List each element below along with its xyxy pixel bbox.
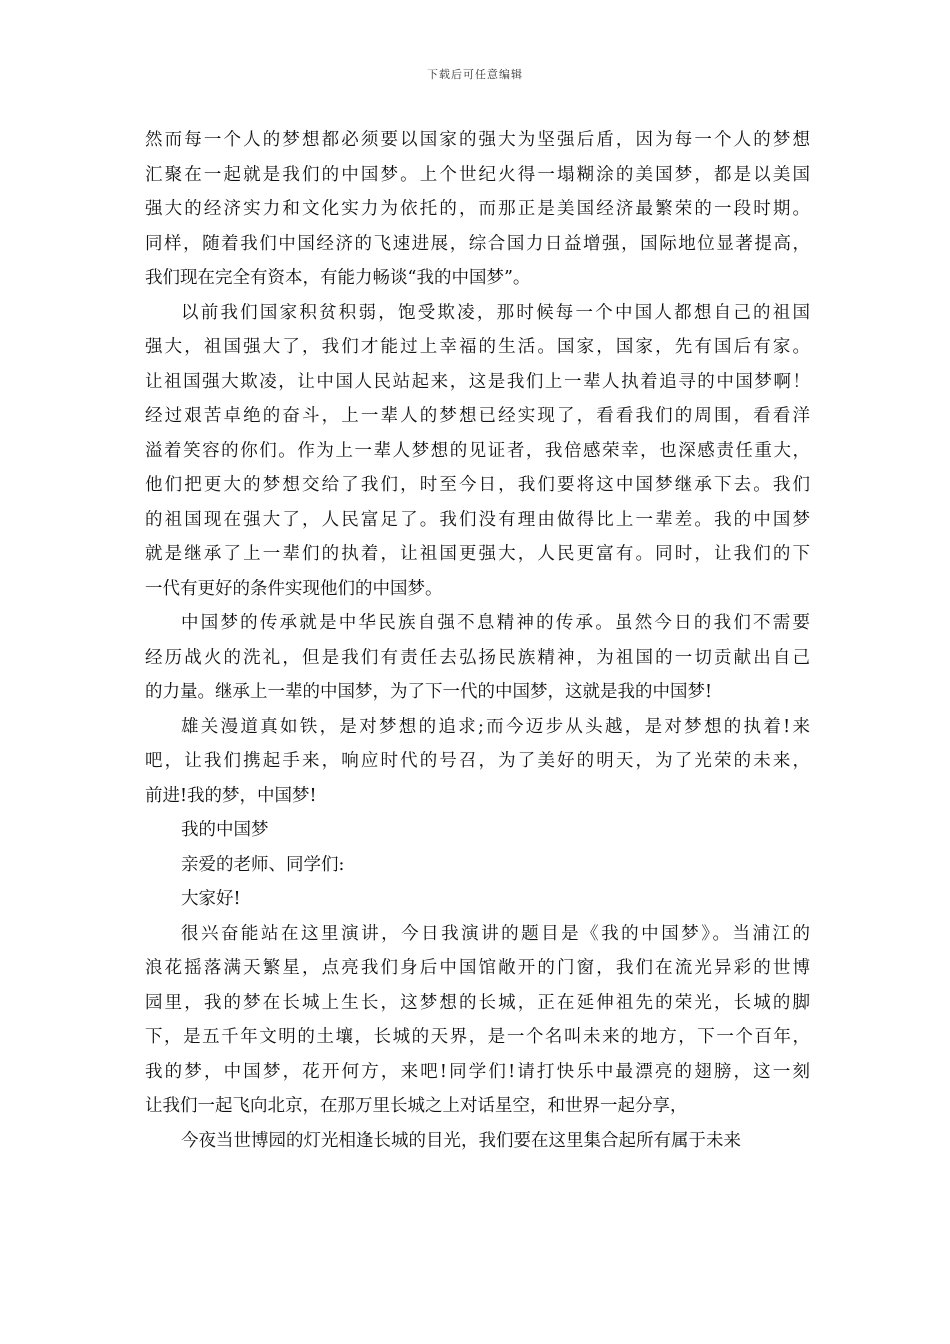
paragraph	[145, 882, 810, 917]
text-line: 浪花摇落满天繁星，点亮我们身后中国馆敞开的门窗，我们在流光异彩的世博	[145, 958, 810, 978]
paragraph	[145, 710, 810, 814]
text-line: 的祖国现在强大了，人民富足了。我们没有理由做得比上一辈差。我的中国梦	[145, 509, 810, 530]
text-line: 强大的经济实力和文化实力为依托的，而那正是美国经济最繁荣的一段时期。	[145, 199, 810, 219]
text-line: 的力量。继承上一辈的中国梦，为了下一代的中国梦，这就是我的中国梦!	[145, 682, 713, 702]
text-line: 我们现在完全有资本，有能力畅谈“我的中国梦”。	[145, 268, 531, 288]
text-line: 溢着笑容的你们。作为上一辈人梦想的见证者，我倍感荣幸，也深感责任重大，	[145, 440, 810, 461]
text-line: 中国梦的传承就是中华民族自强不息精神的传承。虽然今日的我们不需要	[181, 613, 810, 633]
text-line: 然而每一个人的梦想都必须要以国家的强大为坚强后盾，因为每一个人的梦想	[145, 130, 810, 150]
text-line: 很兴奋能站在这里演讲，今日我演讲的题目是《我的中国梦》。当浦江的	[181, 923, 810, 944]
page-header: 下载后可任意编辑	[427, 68, 523, 81]
text-line: 亲爱的老师、同学们:	[181, 854, 345, 875]
paragraph	[145, 606, 810, 710]
document-body	[145, 123, 810, 1158]
text-line: 园里，我的梦在长城上生长，这梦想的长城，正在延伸祖先的荣光，长城的脚	[145, 992, 810, 1013]
text-line: 今夜当世博园的灯光相逢长城的目光，我们要在这里集合起所有属于未来	[181, 1130, 741, 1151]
text-line: 前进!我的梦，中国梦!	[145, 785, 317, 806]
text-line: 雄关漫道真如铁，是对梦想的追求;而今迈步从头越，是对梦想的执着!来	[181, 716, 810, 737]
text-line: 大家好!	[181, 889, 241, 909]
text-line: 我的梦，中国梦，花开何方，来吧!同学们!请打快乐中最漂亮的翅膀，这一刻	[145, 1061, 810, 1082]
paragraph	[145, 1124, 810, 1159]
text-line: 经过艰苦卓绝的奋斗，上一辈人的梦想已经实现了，看看我们的周围，看看洋	[145, 406, 810, 426]
paragraph	[145, 813, 810, 848]
text-line: 让我们一起飞向北京，在那万里长城之上对话星空，和世界一起分享，	[145, 1096, 688, 1116]
text-line: 一代有更好的条件实现他们的中国梦。	[145, 578, 443, 599]
text-line: 同样，随着我们中国经济的飞速进展，综合国力日益增强，国际地位显著提高，	[145, 233, 810, 254]
text-line: 我的中国梦	[181, 820, 269, 840]
text-line: 让祖国强大欺凌，让中国人民站起来，这是我们上一辈人执着追寻的中国梦啊！	[145, 371, 810, 392]
text-line: 吧，让我们携起手来，响应时代的号召，为了美好的明天，为了光荣的未来，	[145, 751, 810, 771]
paragraph	[145, 848, 810, 883]
paragraph	[145, 296, 810, 607]
text-line: 汇聚在一起就是我们的中国梦。上个世纪火得一塌糊涂的美国梦，都是以美国	[145, 164, 810, 185]
text-line: 他们把更大的梦想交给了我们，时至今日，我们要将这中国梦继承下去。我们	[145, 475, 810, 495]
text-line: 下，是五千年文明的土壤，长城的天界，是一个名叫未来的地方，下一个百年，	[145, 1027, 810, 1047]
paragraph	[145, 123, 810, 296]
paragraph	[145, 917, 810, 1124]
text-line: 经历战火的洗礼，但是我们有责任去弘扬民族精神，为祖国的一切贡献出自己	[145, 647, 810, 668]
text-line: 以前我们国家积贫积弱，饱受欺凌，那时候每一个中国人都想自己的祖国	[181, 302, 810, 323]
text-line: 强大，祖国强大了，我们才能过上幸福的生活。国家，国家，先有国后有家。	[145, 337, 810, 357]
text-line: 就是继承了上一辈们的执着，让祖国更强大，人民更富有。同时，让我们的下	[145, 544, 810, 564]
